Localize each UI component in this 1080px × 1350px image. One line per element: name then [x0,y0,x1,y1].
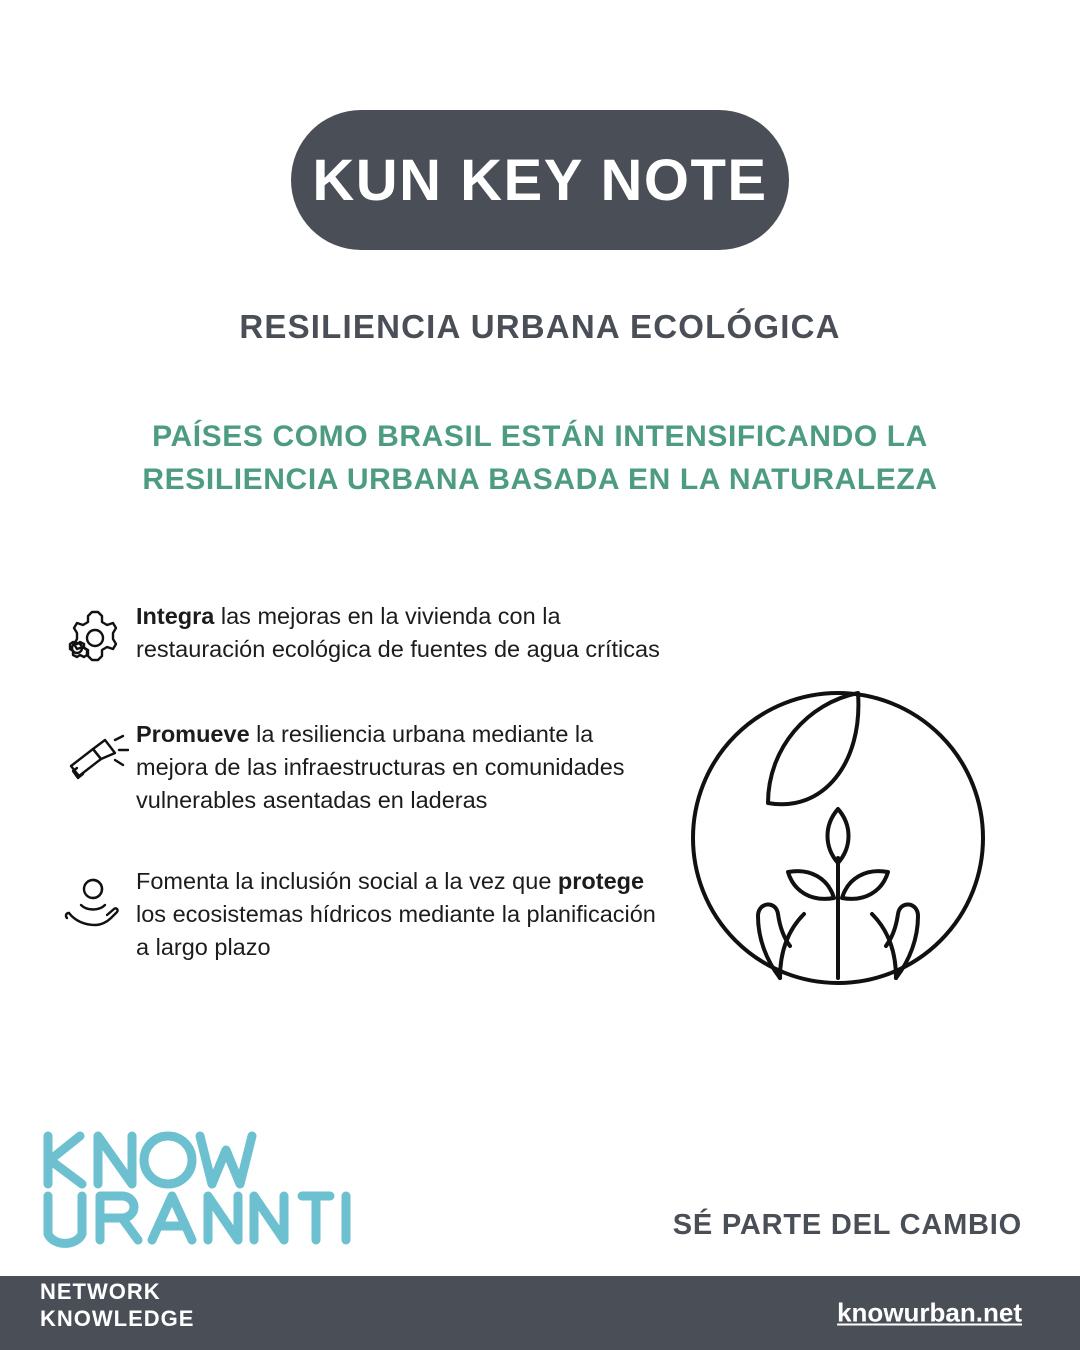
list-item [50,718,670,817]
brand-logo-subtext-line2: KNOWLEDGE [40,1306,195,1331]
tagline: SÉ PARTE DEL CAMBIO [672,1209,1022,1241]
list-item-lead: Promueve [136,721,250,747]
list-item-rest: las mejoras en la vivienda con la restauración ecológica de fuentes de agua críticas [136,603,660,662]
keynote-badge [291,110,789,250]
list-item [50,865,670,964]
poster-subtitle: RESILIENCIA URBANA ECOLÓGICA [239,308,841,345]
list-item-text [136,718,670,817]
hand-person-icon [50,865,136,935]
brand-logo-subtext [40,1278,194,1332]
poster-headline: PAÍSES COMO BRASIL ESTÁN INTENSIFICANDO LA RESILIENCIA URBANA BASADA EN LA NATURALEZA [142,420,938,496]
megaphone-icon [50,718,136,788]
keynote-badge-label: KUN KEY NOTE [312,147,768,213]
list-item-rest: los ecosistemas hídricos mediante la planificación a largo plazo [136,901,656,960]
list-item-text [136,600,670,666]
list-item [50,600,670,670]
list-item-pre: Fomenta la inclusión social a la vez que [136,868,558,894]
brand-logo [40,1130,360,1255]
list-item-lead: protege [557,868,645,894]
list-item-rest: la resiliencia urbana mediante la mejora de las infraestructuras en comunidades vulnerables asentadas en laderas [136,721,625,813]
list-item-lead: Integra [136,603,215,629]
list-item-text [136,865,670,964]
hands-holding-plant-in-leaf-circle-icon [688,648,988,1028]
bullet-list [50,600,670,1012]
website-link[interactable]: knowurban.net [837,1297,1022,1328]
gears-icon [50,600,136,670]
brand-logo-subtext-line1: NETWORK [40,1279,161,1304]
